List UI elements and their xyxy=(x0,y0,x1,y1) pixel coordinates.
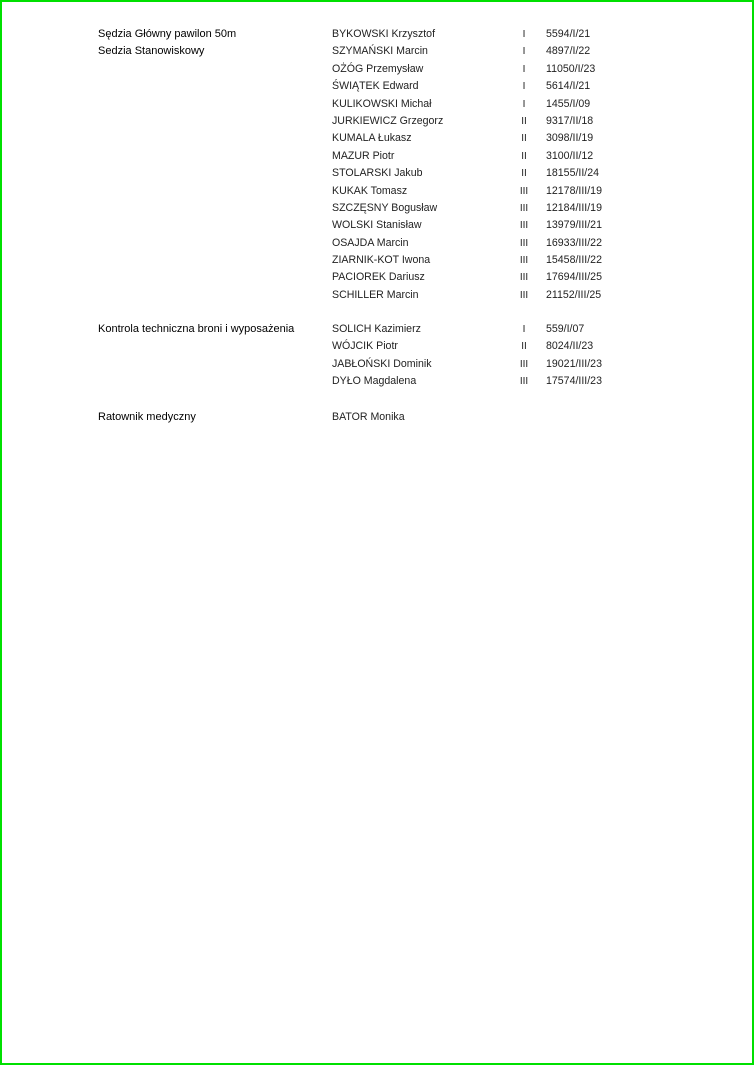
person-name: KUMALA Łukasz xyxy=(332,132,412,145)
class-value: III xyxy=(519,185,529,197)
class-value: I xyxy=(522,63,526,75)
table-row xyxy=(98,113,658,130)
person-name: JABŁOŃSKI Dominik xyxy=(332,357,432,370)
table-row xyxy=(98,26,658,43)
license-number: 13979/III/21 xyxy=(546,219,602,232)
table-row xyxy=(98,235,658,252)
class-value: I xyxy=(522,46,526,58)
license-number: 16933/III/22 xyxy=(546,236,602,249)
class-value: III xyxy=(519,220,529,232)
person-name: ŚWIĄTEK Edward xyxy=(332,80,419,93)
table-row xyxy=(98,409,658,426)
table-row xyxy=(98,148,658,165)
class-value: I xyxy=(522,324,526,335)
person-name: WOLSKI Stanisław xyxy=(332,219,422,232)
table-row xyxy=(98,78,658,95)
person-name: KUKAK Tomasz xyxy=(332,184,408,197)
license-number: 12178/III/19 xyxy=(546,184,602,197)
person-name: OŻÓG Przemysław xyxy=(332,62,424,75)
role-label: Sędzia Główny pawilon 50m xyxy=(98,28,237,40)
class-value: III xyxy=(519,237,529,249)
license-number: 17574/III/23 xyxy=(546,375,602,388)
license-number: 9317/II/18 xyxy=(546,114,594,127)
section-judges xyxy=(98,26,658,304)
role-label: Sedzia Stanowiskowy xyxy=(98,45,205,58)
license-number: 3100/II/12 xyxy=(546,149,594,162)
class-value: I xyxy=(522,98,526,110)
table-row xyxy=(98,269,658,286)
person-name: SZCZĘSNY Bogusław xyxy=(332,201,438,214)
person-name: STOLARSKI Jakub xyxy=(332,167,423,180)
class-value: I xyxy=(522,29,526,40)
class-value: II xyxy=(521,150,527,162)
person-name: SCHILLER Marcin xyxy=(332,288,419,301)
class-value: II xyxy=(521,341,527,353)
license-number: 559/I/07 xyxy=(546,323,585,335)
license-number: 18155/II/24 xyxy=(546,167,600,180)
table-row xyxy=(98,356,658,373)
class-value: II xyxy=(521,168,527,180)
section-medic xyxy=(98,409,658,426)
person-name: KULIKOWSKI Michał xyxy=(332,97,432,110)
table-row xyxy=(98,183,658,200)
class-value: III xyxy=(519,255,529,267)
class-value: I xyxy=(522,81,526,93)
person-name: ZIARNIK-KOT Iwona xyxy=(332,254,431,267)
license-number: 21152/III/25 xyxy=(546,288,602,301)
license-number: 8024/II/23 xyxy=(546,340,594,353)
table-row xyxy=(98,61,658,78)
class-value: II xyxy=(521,133,527,145)
license-number: 19021/III/23 xyxy=(546,357,602,370)
license-number: 5614/I/21 xyxy=(546,80,591,93)
table-row xyxy=(98,200,658,217)
person-name: SOLICH Kazimierz xyxy=(332,323,421,335)
license-number: 12184/III/19 xyxy=(546,201,602,214)
person-name: BYKOWSKI Krzysztof xyxy=(332,28,436,40)
person-name: SZYMAŃSKI Marcin xyxy=(332,45,428,58)
person-name: BATOR Monika xyxy=(332,411,405,423)
license-number: 17694/III/25 xyxy=(546,271,602,284)
role-label: Ratownik medyczny xyxy=(98,411,196,423)
class-value: II xyxy=(521,115,527,127)
class-value: III xyxy=(519,376,529,388)
section-technical-control xyxy=(98,321,658,391)
license-number: 1455/I/09 xyxy=(546,97,591,110)
person-name: OSAJDA Marcin xyxy=(332,236,409,249)
table-row xyxy=(98,96,658,113)
person-name: DYŁO Magdalena xyxy=(332,375,417,388)
person-name: MAZUR Piotr xyxy=(332,149,395,162)
table-row xyxy=(98,43,658,60)
license-number: 15458/III/22 xyxy=(546,254,602,267)
table-row xyxy=(98,165,658,182)
license-number: 11050/I/23 xyxy=(546,62,596,75)
table-row xyxy=(98,373,658,390)
class-value: III xyxy=(519,202,529,214)
license-number: 5594/I/21 xyxy=(546,28,591,40)
table-row xyxy=(98,338,658,355)
license-number: 4897/I/22 xyxy=(546,45,591,58)
person-name: WÓJCIK Piotr xyxy=(332,340,398,353)
class-value: III xyxy=(519,358,529,370)
license-number: 3098/II/19 xyxy=(546,132,594,145)
table-row xyxy=(98,321,658,338)
table-row xyxy=(98,252,658,269)
person-name: JURKIEWICZ Grzegorz xyxy=(332,114,444,127)
table-row xyxy=(98,287,658,304)
person-name: PACIOREK Dariusz xyxy=(332,271,425,284)
table-row xyxy=(98,130,658,147)
class-value: III xyxy=(519,289,529,301)
class-value: III xyxy=(519,272,529,284)
role-label: Kontrola techniczna broni i wyposażenia xyxy=(98,323,295,335)
table-row xyxy=(98,217,658,234)
